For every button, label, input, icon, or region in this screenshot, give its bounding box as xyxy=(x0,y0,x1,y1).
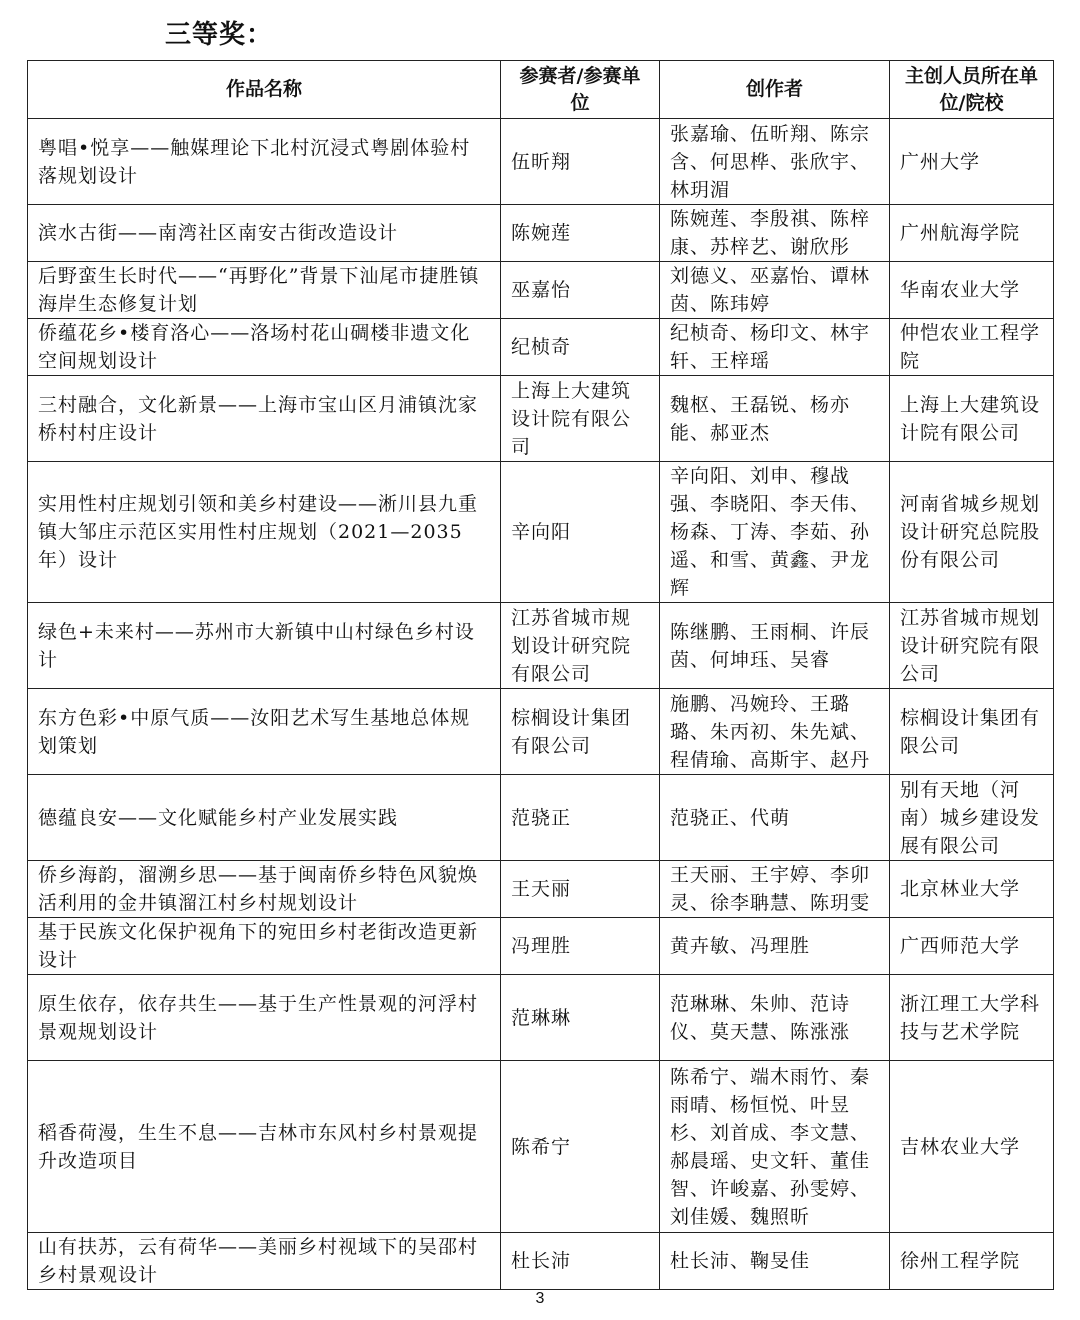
table-row xyxy=(28,205,1054,262)
cell-participant: 王天丽 xyxy=(501,861,660,918)
table-row xyxy=(28,775,1054,861)
table-row xyxy=(28,861,1054,918)
cell-participant: 棕榈设计集团有限公司 xyxy=(501,689,660,775)
cell-institution: 广西师范大学 xyxy=(890,918,1054,975)
cell-institution: 棕榈设计集团有限公司 xyxy=(890,689,1054,775)
table-row xyxy=(28,689,1054,775)
table-row xyxy=(28,1061,1054,1233)
cell-institution: 仲恺农业工程学院 xyxy=(890,319,1054,376)
cell-participant: 辛向阳 xyxy=(501,462,660,603)
cell-work-title: 三村融合，文化新景——上海市宝山区月浦镇沈家桥村村庄设计 xyxy=(28,376,501,462)
cell-work-title: 侨乡海韵，溜溯乡思——基于闽南侨乡特色风貌焕活利用的金井镇溜江村乡村规划设计 xyxy=(28,861,501,918)
cell-creators: 陈继鹏、王雨桐、许辰茵、何坤珏、吴睿 xyxy=(660,603,890,689)
cell-work-title: 侨蕴花乡•楼育洛心——洛场村花山碉楼非遗文化空间规划设计 xyxy=(28,319,501,376)
cell-institution: 江苏省城市规划设计研究院有限公司 xyxy=(890,603,1054,689)
cell-creators: 陈婉莲、李殷祺、陈梓康、苏梓艺、谢欣彤 xyxy=(660,205,890,262)
cell-work-title: 德蕴良安——文化赋能乡村产业发展实践 xyxy=(28,775,501,861)
header-participant: 参赛者/参赛单位 xyxy=(501,61,660,119)
header-row xyxy=(28,61,1054,119)
header-institution: 主创人员所在单位/院校 xyxy=(890,61,1054,119)
table-row xyxy=(28,119,1054,205)
cell-work-title: 滨水古街——南湾社区南安古街改造设计 xyxy=(28,205,501,262)
cell-participant: 冯理胜 xyxy=(501,918,660,975)
table-row xyxy=(28,319,1054,376)
cell-participant: 陈希宁 xyxy=(501,1061,660,1233)
cell-institution: 广州航海学院 xyxy=(890,205,1054,262)
table-row xyxy=(28,262,1054,319)
cell-creators: 纪桢奇、杨印文、林宇轩、王梓瑶 xyxy=(660,319,890,376)
table-row xyxy=(28,1233,1054,1290)
cell-work-title: 绿色+未来村——苏州市大新镇中山村绿色乡村设计 xyxy=(28,603,501,689)
table-row xyxy=(28,918,1054,975)
table-row xyxy=(28,975,1054,1061)
cell-creators: 刘德义、巫嘉怡、谭林茵、陈玮婷 xyxy=(660,262,890,319)
page-number: 3 xyxy=(535,1290,545,1307)
table-row xyxy=(28,462,1054,603)
cell-institution: 北京林业大学 xyxy=(890,861,1054,918)
cell-participant: 陈婉莲 xyxy=(501,205,660,262)
cell-work-title: 原生依存，依存共生——基于生产性景观的河浮村景观规划设计 xyxy=(28,975,501,1061)
cell-creators: 王天丽、王宇婷、李卯灵、徐李聃慧、陈玥雯 xyxy=(660,861,890,918)
cell-work-title: 稻香荷漫，生生不息——吉林市东风村乡村景观提升改造项目 xyxy=(28,1061,501,1233)
cell-institution: 河南省城乡规划设计研究总院股份有限公司 xyxy=(890,462,1054,603)
cell-participant: 巫嘉怡 xyxy=(501,262,660,319)
cell-institution: 别有天地（河南）城乡建设发展有限公司 xyxy=(890,775,1054,861)
cell-institution: 浙江理工大学科技与艺术学院 xyxy=(890,975,1054,1061)
cell-institution: 上海上大建筑设计院有限公司 xyxy=(890,376,1054,462)
table-row xyxy=(28,603,1054,689)
awards-table xyxy=(27,60,1054,1290)
cell-participant: 范琳琳 xyxy=(501,975,660,1061)
cell-participant: 范骁正 xyxy=(501,775,660,861)
cell-creators: 魏枢、王磊锐、杨亦能、郝亚杰 xyxy=(660,376,890,462)
cell-institution: 华南农业大学 xyxy=(890,262,1054,319)
cell-participant: 纪桢奇 xyxy=(501,319,660,376)
cell-work-title: 后野蛮生长时代——“再野化”背景下汕尾市捷胜镇海岸生态修复计划 xyxy=(28,262,501,319)
cell-work-title: 东方色彩•中原气质——汝阳艺术写生基地总体规划策划 xyxy=(28,689,501,775)
cell-work-title: 实用性村庄规划引领和美乡村建设——淅川县九重镇大邹庄示范区实用性村庄规划（2021—2035年）设计 xyxy=(28,462,501,603)
cell-participant: 杜长沛 xyxy=(501,1233,660,1290)
section-heading: 三等奖： xyxy=(165,20,274,50)
cell-work-title: 山有扶苏，云有荷华——美丽乡村视域下的吴邵村乡村景观设计 xyxy=(28,1233,501,1290)
cell-institution: 徐州工程学院 xyxy=(890,1233,1054,1290)
cell-creators: 辛向阳、刘申、穆战强、李晓阳、李天伟、杨森、丁涛、李茹、孙遥、和雪、黄鑫、尹龙辉 xyxy=(660,462,890,603)
cell-creators: 杜长沛、鞠旻佳 xyxy=(660,1233,890,1290)
cell-institution: 吉林农业大学 xyxy=(890,1061,1054,1233)
cell-institution: 广州大学 xyxy=(890,119,1054,205)
cell-participant: 上海上大建筑设计院有限公司 xyxy=(501,376,660,462)
header-creators: 创作者 xyxy=(660,61,890,119)
cell-creators: 范琳琳、朱帅、范诗仪、莫天慧、陈涨涨 xyxy=(660,975,890,1061)
cell-creators: 陈希宁、端木雨竹、秦雨晴、杨恒悦、叶昱杉、刘首成、李文慧、郝晨瑶、史文轩、董佳智、许峻嘉、孙雯婷、刘佳媛、魏照昕 xyxy=(660,1061,890,1233)
cell-creators: 黄卉敏、冯理胜 xyxy=(660,918,890,975)
cell-participant: 江苏省城市规划设计研究院有限公司 xyxy=(501,603,660,689)
header-work-title: 作品名称 xyxy=(28,61,501,119)
table-row xyxy=(28,376,1054,462)
cell-creators: 张嘉瑜、伍昕翔、陈宗含、何思桦、张欣宇、林玥湄 xyxy=(660,119,890,205)
cell-participant: 伍昕翔 xyxy=(501,119,660,205)
cell-creators: 施鹏、冯婉玲、王璐璐、朱丙初、朱先斌、程倩瑜、高斯宇、赵丹 xyxy=(660,689,890,775)
cell-work-title: 粤唱•悦享——触媒理论下北村沉浸式粤剧体验村落规划设计 xyxy=(28,119,501,205)
cell-creators: 范骁正、代萌 xyxy=(660,775,890,861)
cell-work-title: 基于民族文化保护视角下的宛田乡村老街改造更新设计 xyxy=(28,918,501,975)
